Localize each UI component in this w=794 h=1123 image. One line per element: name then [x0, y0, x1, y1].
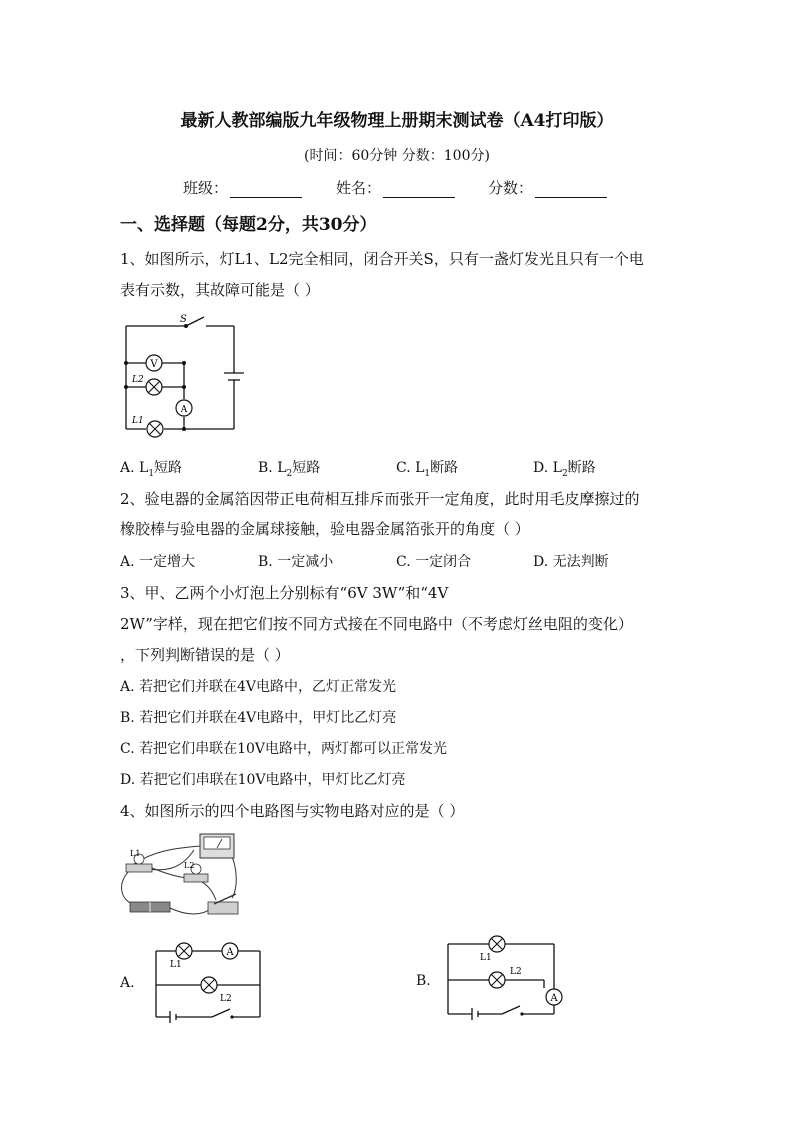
- q3-option-d: D. 若把它们串联在10V电路中，甲灯比乙灯亮: [120, 772, 406, 788]
- switch-label: S: [180, 314, 187, 325]
- photo-label-l1: L1: [130, 849, 141, 858]
- page-title: 最新人教部编版九年级物理上册期末测试卷（A4打印版）: [180, 111, 614, 131]
- q4-real-circuit-photo: [112, 828, 250, 924]
- diag-b-lamp-l2-icon: [489, 972, 505, 988]
- q1-line2: 表有示数，其故障可能是（ ）: [120, 281, 320, 299]
- q1-option-a: A. $L_1$短路: [120, 460, 183, 479]
- q3-line3: ，下列判断错误的是（ ）: [120, 646, 290, 664]
- q1-option-c: C. $L_1$断路: [396, 460, 459, 479]
- diag-b-ammeter-icon: [546, 989, 562, 1005]
- class-label: 班级：: [183, 179, 229, 197]
- battery-pack-icon: [130, 902, 170, 912]
- diag-a-l2-label: L2: [220, 994, 232, 1004]
- q3-option-b: B. 若把它们并联在4V电路中，甲灯比乙灯亮: [120, 710, 397, 726]
- svg-text:A: A: [550, 993, 558, 1004]
- photo-label-l2: L2: [184, 861, 195, 870]
- q2-option-a: A. 一定增大: [120, 554, 196, 570]
- lamp-l2-label: L2: [132, 375, 144, 385]
- q3-line1: 3、甲、乙两个小灯泡上分别标有“6V 3W”和“4V: [120, 584, 449, 602]
- diag-b-l1-label: L1: [480, 953, 492, 963]
- switch-device-icon: [208, 894, 238, 914]
- q4-option-a-label: A.: [120, 975, 135, 991]
- name-field: [336, 177, 455, 198]
- q1-line1: 1、如图所示，灯L1、L2完全相同，闭合开关S，只有一盏灯发光且只有一个电: [120, 250, 644, 268]
- q2-option-c: C. 一定闭合: [396, 554, 472, 570]
- svg-text:A: A: [180, 405, 188, 415]
- name-blank: [383, 183, 455, 198]
- diag-a-lamp-l2-icon: [201, 977, 217, 993]
- q3-option-c: C. 若把它们串联在10V电路中，两灯都可以正常发光: [120, 741, 448, 757]
- lamp-l1-icon: [147, 421, 163, 437]
- diag-a-l1-label: L1: [170, 960, 182, 970]
- section-heading: 一、选择题（每题2分，共30分）: [120, 215, 377, 235]
- q4-option-a-diagram: [148, 935, 268, 1027]
- svg-text:V: V: [150, 359, 158, 370]
- q4-option-b-label: B.: [416, 973, 431, 989]
- diag-b-l2-label: L2: [510, 967, 522, 977]
- q2-line1: 2、验电器的金属箔因带正电荷相互排斥而张开一定角度，此时用毛皮摩擦过的: [120, 490, 640, 508]
- diag-a-lamp-l1-icon: [176, 943, 192, 959]
- name-label: 姓名：: [336, 179, 382, 197]
- lamp-l2-icon: [146, 379, 162, 395]
- diag-b-lamp-l1-icon: [489, 936, 505, 952]
- score-label: 分数：: [488, 179, 534, 197]
- svg-text:A: A: [226, 947, 234, 958]
- voltmeter-icon: [146, 355, 162, 371]
- q3-option-a: A. 若把它们并联在4V电路中，乙灯正常发光: [120, 679, 397, 695]
- q1-option-d: D. $L_2$断路: [533, 460, 596, 479]
- diag-a-ammeter-icon: [222, 943, 238, 959]
- q1-circuit-diagram: [118, 310, 248, 445]
- ammeter-icon: [176, 400, 192, 416]
- exam-subtitle: (时间：60分钟 分数：100分): [304, 148, 490, 164]
- q3-line2: 2W”字样，现在把它们按不同方式接在不同电路中（不考虑灯丝电阻的变化）: [120, 615, 633, 633]
- q4-option-b-diagram: [440, 928, 575, 1028]
- q2-option-b: B. 一定减小: [258, 554, 334, 570]
- ammeter-device-icon: [200, 834, 234, 858]
- q1-option-b: B. $L_2$短路: [258, 460, 321, 479]
- score-blank: [535, 183, 607, 198]
- q2-option-d: D. 无法判断: [533, 554, 609, 570]
- score-field: [488, 177, 607, 198]
- lamp-l1-label: L1: [132, 416, 144, 426]
- class-blank: [230, 183, 302, 198]
- q4-line1: 4、如图所示的四个电路图与实物电路对应的是（ ）: [120, 802, 465, 820]
- class-field: [183, 177, 302, 198]
- q2-line2: 橡胶棒与验电器的金属球接触，验电器金属箔张开的角度（ ）: [120, 520, 530, 538]
